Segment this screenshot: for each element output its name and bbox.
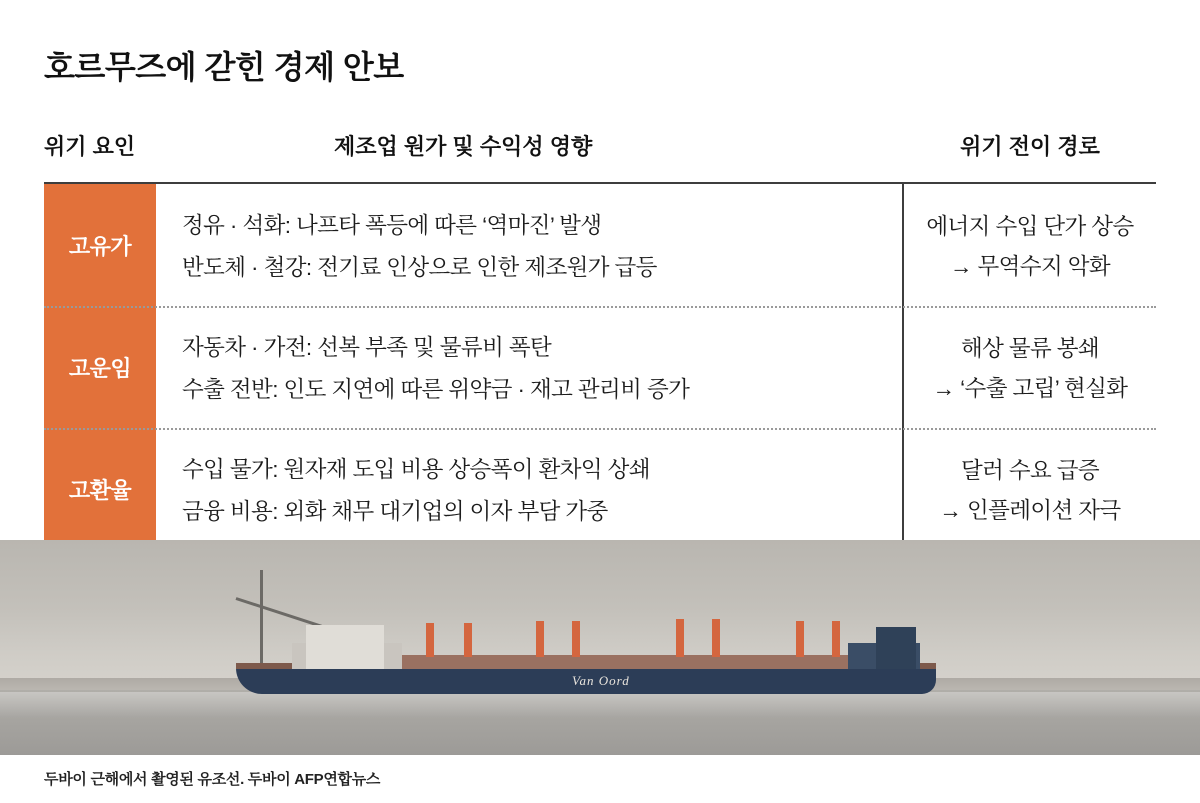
impact-line: 정유 · 석화: 나프타 폭등에 따른 ‘역마진’ 발생 bbox=[182, 213, 602, 238]
factor-badge: 고유가 bbox=[44, 184, 156, 306]
column-headers bbox=[44, 130, 1156, 172]
deck-house bbox=[306, 625, 384, 669]
table-row bbox=[44, 184, 1156, 306]
crane-post bbox=[832, 621, 840, 657]
path-cell bbox=[904, 306, 1156, 428]
impact-cell bbox=[156, 306, 904, 428]
impact-line: 수입 물가: 원자재 도입 비용 상승폭이 환차익 상쇄 bbox=[182, 457, 650, 482]
risk-table bbox=[44, 182, 1156, 552]
page-title: 호르무즈에 갇힌 경제 안보 bbox=[44, 49, 404, 85]
column-header-impact: 제조업 원가 및 수익성 영향 bbox=[334, 134, 593, 159]
impact-line: 반도체 · 철강: 전기료 인상으로 인한 제조원가 급등 bbox=[182, 255, 657, 280]
table-row bbox=[44, 428, 1156, 550]
impact-line: 금융 비용: 외화 채무 대기업의 이자 부담 가중 bbox=[182, 499, 608, 524]
factor-badge: 고운임 bbox=[44, 306, 156, 428]
path-line: → 인플레이션 자극 bbox=[939, 498, 1121, 523]
table-row bbox=[44, 306, 1156, 428]
crane-post bbox=[464, 623, 472, 657]
mast bbox=[260, 570, 263, 670]
ship-vessel bbox=[236, 625, 936, 700]
path-line: 에너지 수입 단가 상승 bbox=[926, 214, 1134, 239]
path-line: 해상 물류 봉쇄 bbox=[960, 336, 1100, 361]
impact-cell bbox=[156, 428, 904, 550]
column-header-path: 위기 전이 경로 bbox=[960, 134, 1100, 159]
path-line: → 무역수지 악화 bbox=[949, 254, 1110, 279]
crane-post bbox=[426, 623, 434, 657]
stern-tower bbox=[876, 627, 916, 669]
path-cell bbox=[904, 184, 1156, 306]
column-header-factor: 위기 요인 bbox=[44, 134, 136, 159]
crane-post bbox=[572, 621, 580, 657]
ship-name-label: Van Oord bbox=[572, 673, 630, 688]
factor-badge: 고환율 bbox=[44, 428, 156, 550]
impact-line: 수출 전반: 인도 지연에 따른 위약금 · 재고 관리비 증가 bbox=[182, 377, 690, 402]
photo-ship bbox=[0, 540, 1200, 803]
photo-caption: 두바이 근해에서 촬영된 유조선. 두바이 AFP연합뉴스 bbox=[44, 771, 381, 788]
crane-post bbox=[676, 619, 684, 657]
path-line: → ‘수출 고립’ 현실화 bbox=[932, 376, 1128, 401]
impact-cell bbox=[156, 184, 904, 306]
path-cell bbox=[904, 428, 1156, 550]
cargo-deck bbox=[386, 655, 856, 669]
impact-line: 자동차 · 가전: 선복 부족 및 물류비 폭탄 bbox=[182, 335, 552, 360]
path-line: 달러 수요 급증 bbox=[960, 458, 1100, 483]
crane-post bbox=[712, 619, 720, 657]
crane-post bbox=[796, 621, 804, 657]
crane-post bbox=[536, 621, 544, 657]
